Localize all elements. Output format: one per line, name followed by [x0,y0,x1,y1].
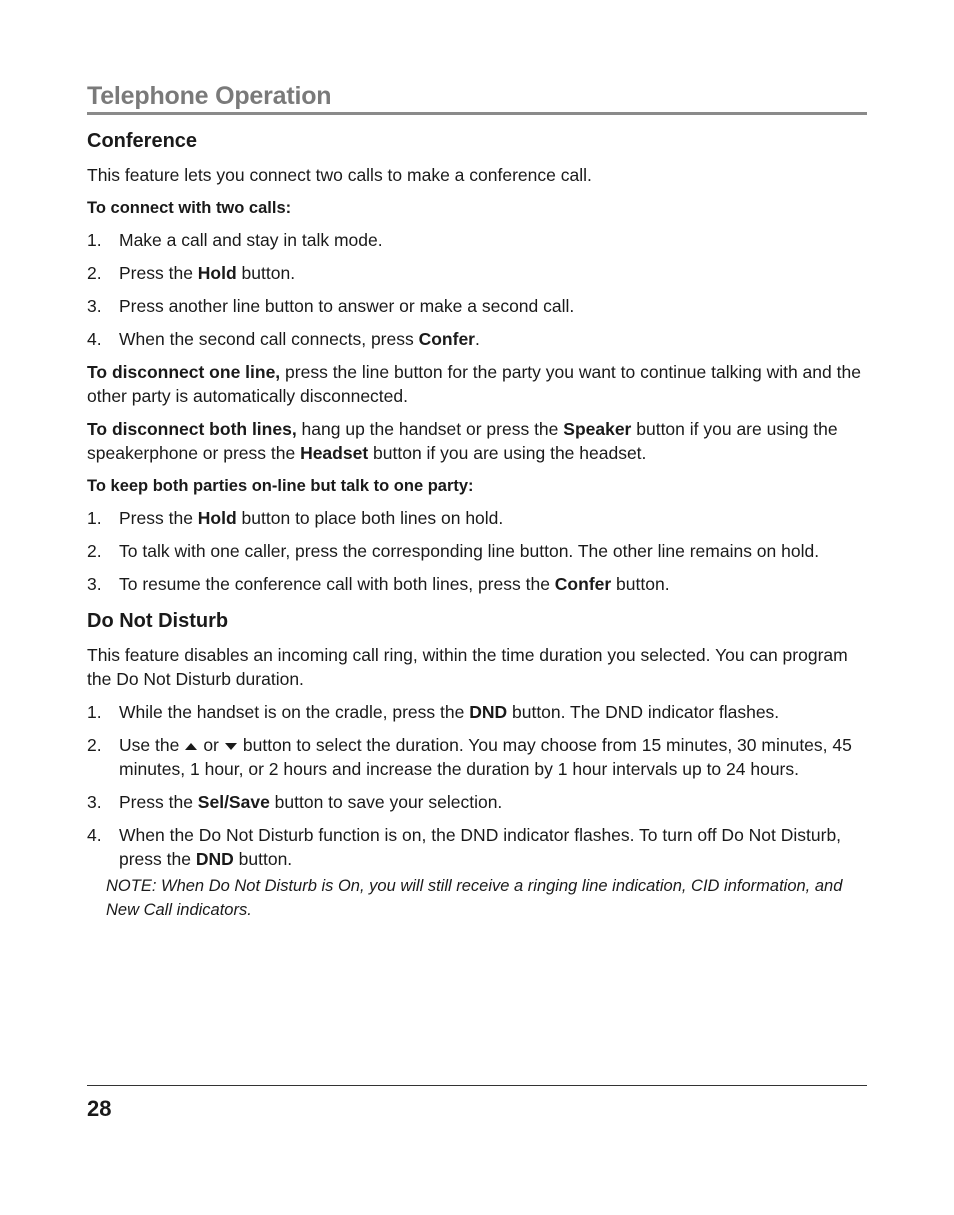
list-item: 3. Press the Sel/Save button to save your selection. [87,792,503,812]
dnd-note: NOTE: When Do Not Disturb is On, you will still receive a ringing line indication, CID information, and New Call indicators. [106,877,843,919]
list-item: 1. While the handset is on the cradle, press the DND button. The DND indicator flashes. [87,702,780,722]
conference-heading: Conference [87,130,198,152]
list-item: 3. Press another line button to answer or make a second call. [87,296,575,316]
disconnect-both-paragraph: To disconnect both lines, hang up the handset or press the Speaker button if you are using the speakerphone or press the Headset button if you are using the headset. [87,419,838,463]
list-item: 2. Use the or button to select the duration. You may choose from 15 minutes, 30 minutes, 45 minutes, 1 hour, or 2 hours and increase the duration by 1 hour intervals up to 24 hours. [87,735,852,779]
list-item: 1. Make a call and stay in talk mode. [87,230,383,250]
connect-label: To connect with two calls: [87,199,292,217]
dnd-steps [87,700,867,871]
list-item: 4. When the Do Not Disturb function is on, the DND indicator flashes. To turn off Do Not Disturb, press the DND button. [87,825,842,869]
connect-steps [87,228,867,351]
list-item: 2. To talk with one caller, press the corresponding line button. The other line remains on hold. [87,541,820,561]
list-item: 1. Press the Hold button to place both lines on hold. [87,508,504,528]
page-content [87,128,867,922]
page-number: 28 [87,1096,112,1121]
dnd-heading: Do Not Disturb [87,610,229,632]
page-title: Telephone Operation [87,82,867,115]
down-arrow-icon [225,743,237,750]
list-item: 2. Press the Hold button. [87,263,296,283]
footer-divider [87,1085,867,1086]
disconnect-one-paragraph: To disconnect one line, press the line button for the party you want to continue talking with and the other party is automatically disconnected. [87,362,861,406]
conference-intro: This feature lets you connect two calls to make a conference call. [87,165,592,185]
keep-steps [87,506,867,596]
keep-label: To keep both parties on-line but talk to one party: [87,477,474,495]
up-arrow-icon [185,743,197,750]
list-item: 4. When the second call connects, press Confer. [87,329,480,349]
dnd-intro: This feature disables an incoming call ring, within the time duration you selected. You can program the Do Not Disturb duration. [87,645,848,689]
list-item: 3. To resume the conference call with both lines, press the Confer button. [87,574,670,594]
